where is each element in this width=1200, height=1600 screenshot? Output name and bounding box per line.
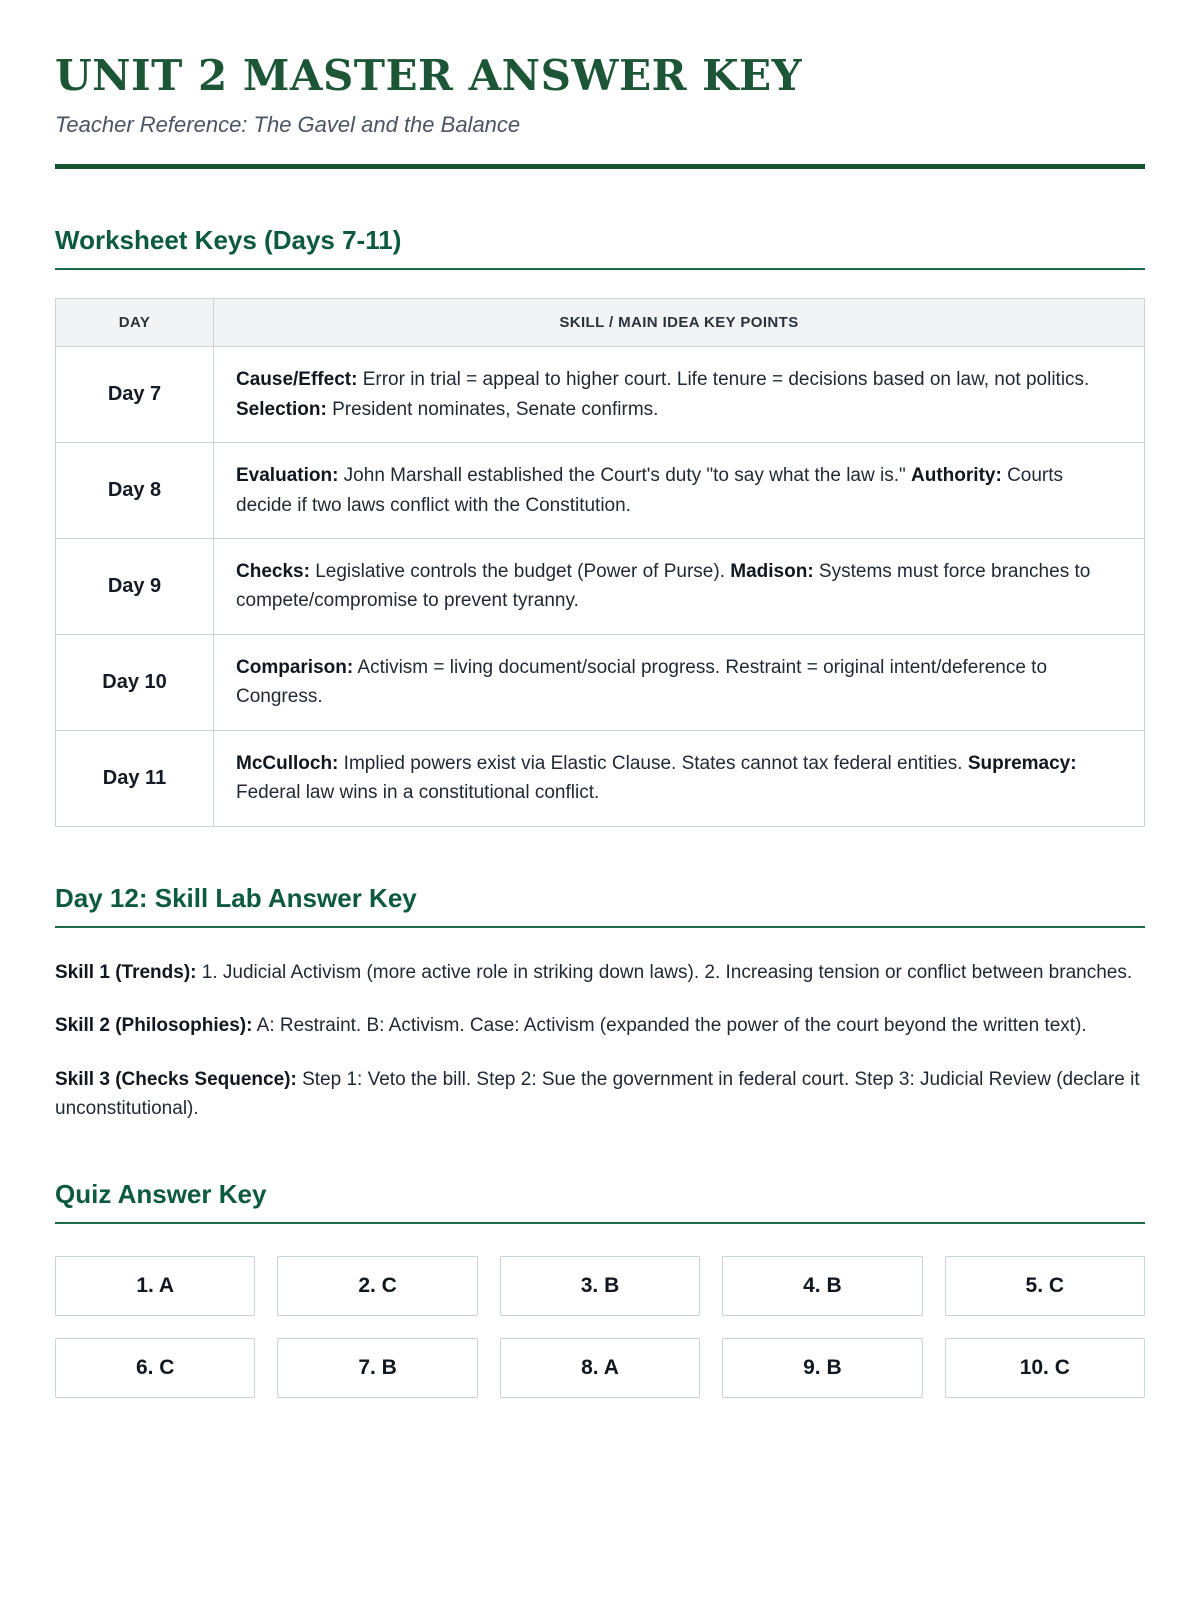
day-label: Day 11 — [56, 730, 214, 826]
key-points-cell: Cause/Effect: Error in trial = appeal to higher court. Life tenure = decisions based on law, not politics. Selection: President nominates, Senate confirms. — [214, 347, 1145, 443]
skill-lab-heading: Day 12: Skill Lab Answer Key — [55, 882, 417, 913]
worksheet-keys-table — [55, 298, 1145, 826]
table-header — [56, 299, 1145, 347]
day-label: Day 9 — [56, 539, 214, 635]
quiz-answer-grid — [55, 1256, 1145, 1398]
answer-box-8: 8. A — [500, 1338, 700, 1398]
answer-box-2: 2. C — [277, 1256, 477, 1316]
quiz-key-divider — [55, 1222, 1145, 1224]
skill-2-paragraph: Skill 2 (Philosophies): A: Restraint. B: Activism. Case: Activism (expanded the power of the court beyond the written text). — [55, 1015, 1087, 1037]
answer-box-10: 10. C — [945, 1338, 1145, 1398]
key-points-cell: McCulloch: Implied powers exist via Elastic Clause. States cannot tax federal entities. Supremacy: Federal law wins in a constitutional conflict. — [214, 730, 1145, 826]
day-label: Day 10 — [56, 634, 214, 730]
skill-1-paragraph: Skill 1 (Trends): 1. Judicial Activism (more active role in striking down laws). 2. Increasing tension or conflict between branches. — [55, 961, 1133, 983]
table-row — [56, 634, 1145, 730]
day-label: Day 7 — [56, 347, 214, 443]
answer-box-3: 3. B — [500, 1256, 700, 1316]
table-row — [56, 539, 1145, 635]
quiz-key-heading: Quiz Answer Key — [55, 1179, 267, 1210]
answer-box-7: 7. B — [277, 1338, 477, 1398]
worksheet-keys-heading: Worksheet Keys (Days 7-11) — [55, 225, 402, 256]
key-points-cell: Comparison: Activism = living document/social progress. Restraint = original intent/deference to Congress. — [214, 634, 1145, 730]
page-title: UNIT 2 MASTER ANSWER KEY — [55, 51, 803, 100]
table-row — [56, 443, 1145, 539]
answer-box-4: 4. B — [722, 1256, 922, 1316]
answer-box-6: 6. C — [55, 1338, 255, 1398]
page-subtitle: Teacher Reference: The Gavel and the Balance — [55, 112, 521, 138]
worksheet-keys-divider — [55, 268, 1145, 270]
day-label: Day 8 — [56, 443, 214, 539]
skill-3-paragraph: Skill 3 (Checks Sequence): Step 1: Veto the bill. Step 2: Sue the government in federal court. Step 3: Judicial Review (declare it unconstitutional). — [55, 1068, 1140, 1119]
key-points-cell: Evaluation: John Marshall established the Court's duty "to say what the law is." Authority: Courts decide if two laws conflict with the Constitution. — [214, 443, 1145, 539]
column-header-skill: SKILL / MAIN IDEA KEY POINTS — [214, 299, 1145, 347]
key-points-cell: Checks: Legislative controls the budget (Power of Purse). Madison: Systems must force branches to compete/compromise to prevent tyranny. — [214, 539, 1145, 635]
answer-box-9: 9. B — [722, 1338, 922, 1398]
table-row — [56, 347, 1145, 443]
answer-box-5: 5. C — [945, 1256, 1145, 1316]
skill-lab-divider — [55, 926, 1145, 928]
title-divider — [55, 164, 1145, 169]
answer-box-1: 1. A — [55, 1256, 255, 1316]
table-row — [56, 730, 1145, 826]
column-header-day: DAY — [56, 299, 214, 347]
